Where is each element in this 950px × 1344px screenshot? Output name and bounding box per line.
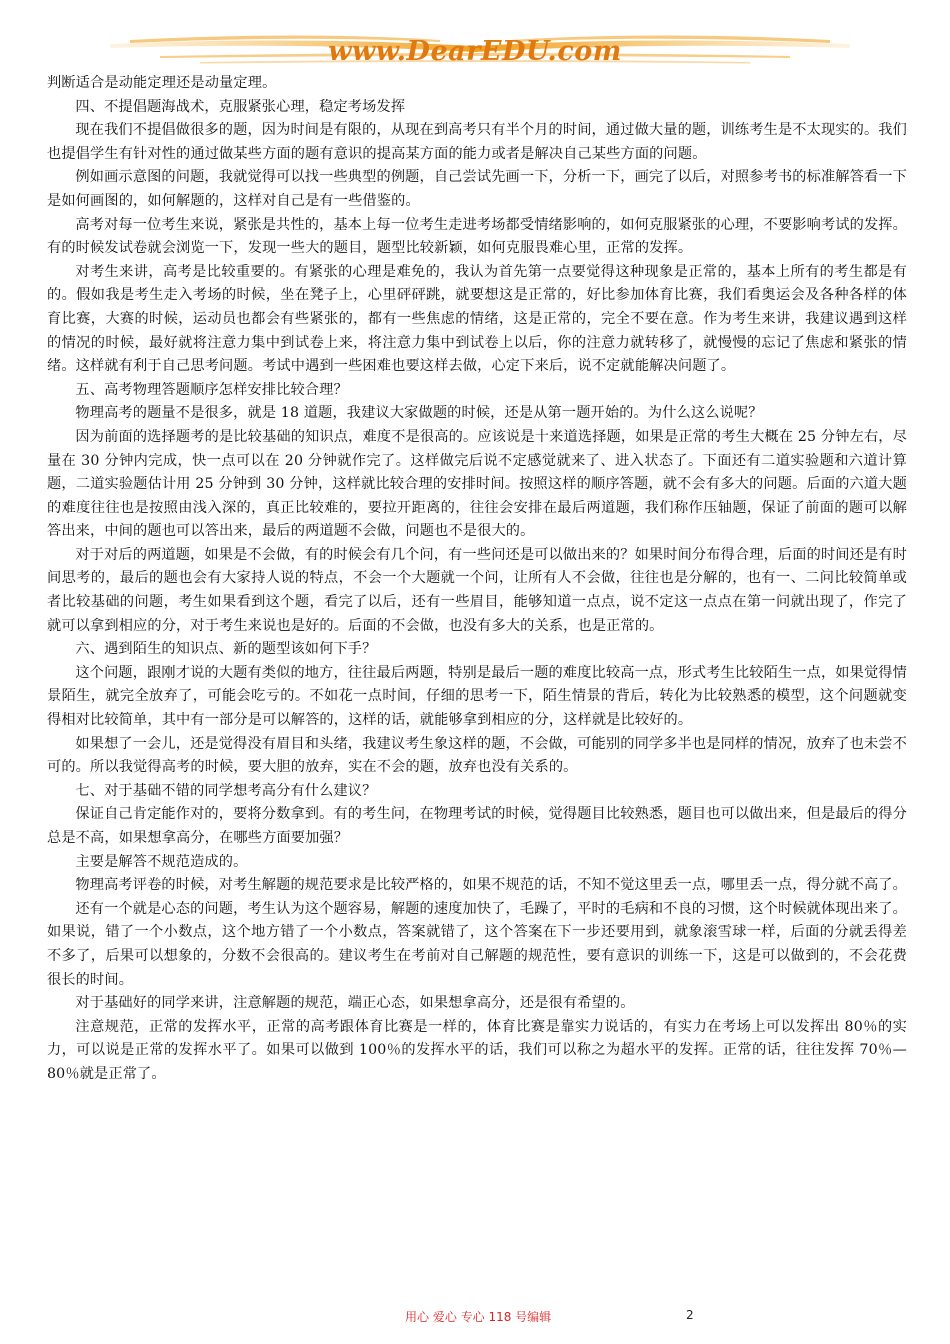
paragraph: 高考对每一位考生来说，紧张是共性的，基本上每一位考生走进考场都受情绪影响的，如何克服紧张的心理，不要影响考试的发挥。有的时候发试卷就会浏览一下，发现一些大的题目，题型比较新颖，如何克服畏难心里，正常的发挥。 xyxy=(47,216,907,257)
paragraph: 判断适合是动能定理还是动量定理。 xyxy=(47,75,277,91)
paragraph: 物理高考的题量不是很多，就是 18 道题，我建议大家做题的时候，还是从第一题开始的。为什么这么说呢？ xyxy=(75,405,763,422)
paragraph: 主要是解答不规范造成的。 xyxy=(75,853,248,870)
paragraph: 如果想了一会儿，还是觉得没有眉目和头绪，我建议考生象这样的题，不会做，可能别的同学多半也是同样的情况，放弃了也未尝不可的。所以我觉得高考的时候，要大胆的放弃，实在不会的题，放弃也没有关系的。 xyxy=(47,735,907,776)
paragraph: 这个问题，跟刚才说的大题有类似的地方，往往最后两题，特别是最后一题的难度比较高一点，形式考生比较陌生一点，如果觉得情景陌生，就完全放弃了，可能会吃亏的。不如花一点时间，仔细的思考一下，陌生情景的背后，转化为比较熟悉的模型，这个问题就变得相对比较简单，其中有一部分是可以解答的，这样的话，就能够拿到相应的分，这样就是比较好的。 xyxy=(47,664,907,729)
paragraph: 物理高考评卷的时候，对考生解题的规范要求是比较严格的，如果不规范的话，不知不觉这里丢一点，哪里丢一点，得分就不高了。 xyxy=(75,877,907,894)
page-footer xyxy=(0,1308,950,1332)
paragraph: 对考生来讲，高考是比较重要的。有紧张的心理是难免的，我认为首先第一点要觉得这种现象是正常的，基本上所有的考生都是有的。假如我是考生走入考场的时候，坐在凳子上，心里砰砰跳，就要想这是正常的，好比参加体育比赛，我们看奥运会及各种各样的体育比赛，大赛的时候，运动员也都会有些紧张的，都有一些焦虑的情绪，这是正常的，完全不要在意。作为考生来讲，我建议遇到这样的情况的时候，最好就将注意力集中到试卷上来，将注意力集中到试卷上以后，你的注意力就转移了，就慢慢的忘记了焦虑和紧张的情绪。这样就有利于自己思考问题。考试中遇到一些困难也要这样去做，心定下来后，说不定就能解决问题了。 xyxy=(47,263,907,375)
site-name: www.DearEDU.com xyxy=(328,36,622,67)
footer-credit: 用心 爱心 专心 118 号编辑 xyxy=(405,1310,552,1324)
page-header xyxy=(0,0,950,80)
paragraph: 对于对后的两道题，如果是不会做，有的时候会有几个问，有一些问还是可以做出来的？如果时间分布得合理，后面的时间还是有时间思考的，最后的题也会有大家持人说的特点，不会一个大题就一个问，让所有人不会做，往往也是分解的，也有一、二问比较简单或者比较基础的问题，考生如果看到这个题，看完了以后，还有一些眉目，能够知道一点点，说不定这一点点在第一问就出现了，作完了就可以拿到相应的分，对于考生来说也是好的。后面的不会做，也没有多大的关系，也是正常的。 xyxy=(47,546,907,634)
page-number: 2 xyxy=(686,1308,694,1322)
paragraph: 例如画示意图的问题，我就觉得可以找一些典型的例题，自己尝试先画一下，分析一下，画完了以后，对照参考书的标准解答看一下是如何画图的，如何解题的，这样对自己是有一些借鉴的。 xyxy=(47,169,907,209)
paragraph: 对于基础好的同学来讲，注意解题的规范，端正心态，如果想拿高分，还是很有希望的。 xyxy=(75,995,635,1012)
paragraph: 四、不提倡题海战术，克服紧张心理，稳定考场发挥 xyxy=(75,98,406,115)
paragraph: 七、对于基础不错的同学想考高分有什么建议？ xyxy=(75,782,377,799)
paragraph: 五、高考物理答题顺序怎样安排比较合理？ xyxy=(75,381,348,398)
paragraph: 现在我们不提倡做很多的题，因为时间是有限的，从现在到高考只有半个月的时间，通过做大量的题，训练考生是不太现实的。我们也提倡学生有针对性的通过做某些方面的题有意识的提高某方面的能力或者是解决自己某些方面的问题。 xyxy=(47,122,907,162)
paragraph: 六、遇到陌生的知识点、新的题型该如何下手？ xyxy=(75,641,377,658)
paragraph: 保证自己肯定能作对的，要将分数拿到。有的考生问，在物理考试的时候，觉得题目比较熟悉，题目也可以做出来，但是最后的得分总是不高，如果想拿高分，在哪些方面要加强？ xyxy=(47,806,907,846)
paragraph: 注意规范，正常的发挥水平，正常的高考跟体育比赛是一样的，体育比赛是靠实力说话的，有实力在考场上可以发挥出 80％的实力，可以说是正常的发挥水平了。如果可以做到 100％的发挥水平的话，我们可以称之为超水平的发挥。正常的话，往往发挥 70％—80％就是正常了。 xyxy=(47,1018,907,1082)
article-body xyxy=(47,72,907,1087)
paragraph: 还有一个就是心态的问题，考生认为这个题容易，解题的速度加快了，毛躁了，平时的毛病和不良的习惯，这个时候就体现出来了。如果说，错了一个小数点，这个地方错了一个小数点，答案就错了，这个答案在下一步还要用到，就象滚雪球一样，后面的分就丢得差不多了，后果可以想象的，分数不会很高的。建议考生在考前对自己解题的规范性，要有意识的训练一下，这是可以做到的，不会花费很长的时间。 xyxy=(47,900,907,988)
paragraph: 因为前面的选择题考的是比较基础的知识点，难度不是很高的。应该说是十来道选择题，如果是正常的考生大概在 25 分钟左右，尽量在 30 分钟内完成，快一点可以在 20 分钟就作完了。这样做完后说不定感觉就来了、进入状态了。下面还有二道实验题和六道计算题，二道实验题估计用 25 分钟到 30 分钟，这样就比较合理的安排时间。按照这样的顺序答题，就不会有多大的问题。后面的六道大题的难度往往也是按照由浅入深的，真正比较难的，要拉开距离的，往往会安排在最后两道题，我们称作压轴题，保证了前面的题可以解答出来，中间的题也可以答出来，最后的两道题不会做，问题也不是很大的。 xyxy=(47,428,907,540)
